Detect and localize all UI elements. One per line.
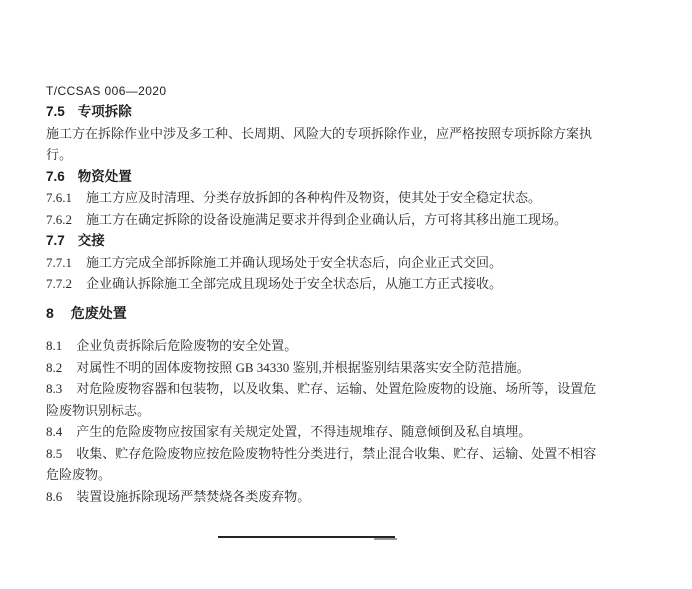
clause-8-2 — [46, 357, 606, 379]
clause-text: 装置设施拆除现场严禁焚烧各类废弃物。 — [76, 488, 311, 504]
clause-7-7-1 — [46, 252, 606, 274]
clause-number: 7.7 — [46, 233, 65, 248]
paragraph-text: 施工方在拆除作业中涉及多工种、长周期、风险大的专项拆除作业，应严格按照专项拆除方案执行。 — [46, 125, 593, 162]
para-7-5 — [46, 123, 606, 166]
clause-8-3 — [46, 378, 606, 421]
clause-number: 7.7.2 — [46, 276, 72, 291]
clause-number: 8.3 — [46, 381, 63, 396]
clause-number: 8.2 — [46, 359, 63, 375]
heading-7-6 — [46, 166, 606, 188]
clause-text: 收集、贮存危险废物应按危险废物特性分类进行，禁止混合收集、贮存、运输、处置不相容危险废物。 — [46, 445, 597, 482]
heading-7-5 — [46, 101, 606, 123]
chapter-number: 8 — [46, 304, 54, 321]
clause-number: 8.4 — [46, 424, 63, 439]
clause-8-5 — [46, 443, 606, 486]
heading-label: 专项拆除 — [77, 104, 132, 119]
chapter-heading-8 — [46, 303, 606, 325]
chapter-label: 危废处置 — [70, 304, 127, 321]
running-head: T/CCSAS 006—2020 — [46, 84, 167, 98]
clause-8-4 — [46, 421, 606, 443]
clause-8-1 — [46, 335, 606, 357]
clause-number: 7.5 — [46, 104, 65, 119]
clause-text: 对危险废物容器和包装物，以及收集、贮存、运输、处置危险废物的设施、场所等，设置危险废物识别标志。 — [46, 381, 597, 418]
clause-number: 7.6.1 — [46, 190, 72, 205]
clause-text: 对属性不明的固体废物按照 GB 34330 鉴别,并根据鉴别结果落实安全防范措施。 — [76, 359, 530, 375]
clause-number: 8.1 — [46, 338, 63, 353]
clause-number: 7.7.1 — [46, 254, 72, 270]
clause-text: 产生的危险废物应按国家有关规定处置，不得违规堆存、随意倾倒及私自填埋。 — [76, 424, 532, 439]
clause-number: 8.5 — [46, 445, 63, 461]
clause-8-6 — [46, 486, 606, 508]
clause-text: 施工方应及时清理、分类存放拆卸的各种构件及物资，使其处于安全稳定状态。 — [86, 190, 542, 205]
clause-number: 8.6 — [46, 488, 63, 504]
clause-text: 施工方完成全部拆除施工并确认现场处于安全状态后，向企业正式交回。 — [86, 254, 503, 270]
clause-text: 企业确认拆除施工全部完成且现场处于安全状态后，从施工方正式接收。 — [86, 276, 503, 291]
heading-label: 物资处置 — [77, 168, 132, 184]
clause-text: 施工方在确定拆除的设备设施满足要求并得到企业确认后，方可将其移出施工现场。 — [86, 211, 568, 227]
page-content — [46, 82, 606, 507]
clause-number: 7.6.2 — [46, 211, 72, 227]
clause-7-7-2 — [46, 273, 606, 295]
clause-text: 企业负责拆除后危险废物的安全处置。 — [76, 338, 298, 353]
footer-rule — [218, 536, 395, 538]
heading-7-7 — [46, 230, 606, 252]
footer-rule-tail — [374, 538, 397, 540]
clause-7-6-2 — [46, 209, 606, 231]
clause-7-6-1 — [46, 187, 606, 209]
heading-label: 交接 — [77, 233, 105, 248]
clause-number: 7.6 — [46, 168, 65, 184]
